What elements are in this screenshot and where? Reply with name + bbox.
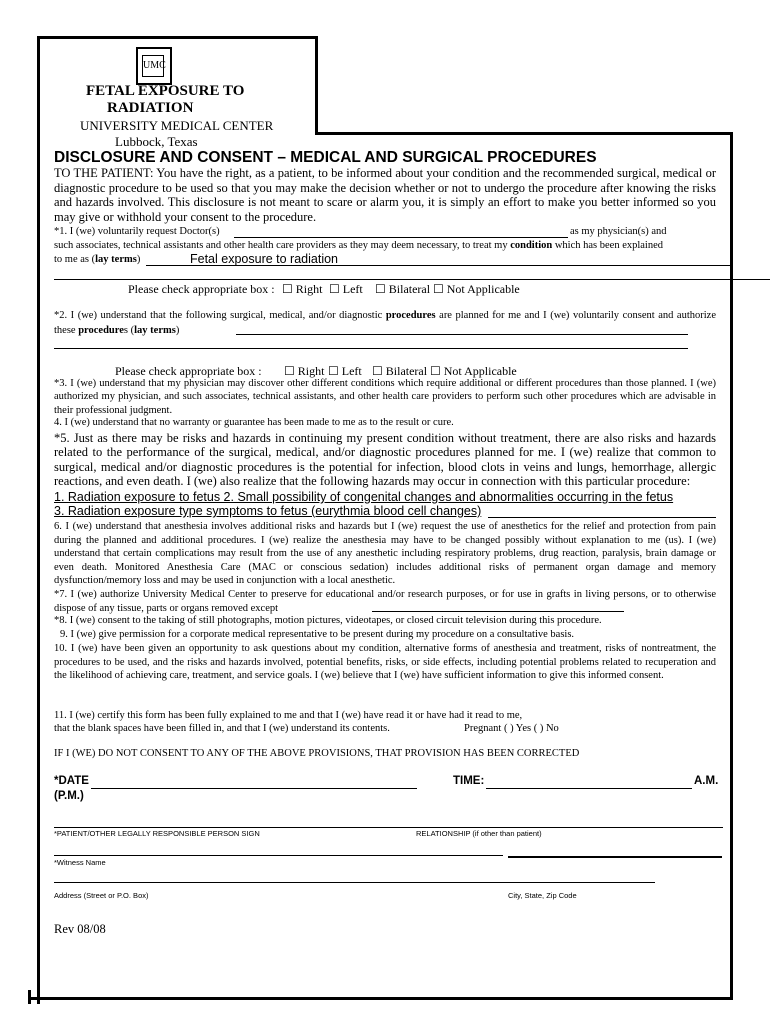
tissue-exception-field[interactable] bbox=[372, 611, 624, 612]
hazards-line-2[interactable]: 3. Radiation exposure type symptoms to fetus (eurythmia blood cell changes) bbox=[54, 504, 482, 518]
item2-lay-terms-bold: lay terms bbox=[134, 324, 176, 336]
item7-paragraph: *7. I (we) authorize University Medical Center to preserve for educational and/or research purposes, or for use in grafts in living persons, or to otherwise dispose of any tissue, parts or organs removed except bbox=[54, 589, 716, 614]
relationship-field[interactable] bbox=[508, 856, 722, 858]
date-field[interactable] bbox=[91, 788, 417, 789]
form-title: DISCLOSURE AND CONSENT – MEDICAL AND SURGICAL PROCEDURES bbox=[54, 149, 597, 166]
institution-name: UNIVERSITY MEDICAL CENTER bbox=[80, 118, 274, 133]
checkbox-not-applicable-1[interactable]: ☐ Not Applicable bbox=[433, 282, 520, 296]
doc-title-line2: RADIATION bbox=[107, 100, 194, 116]
frame-border-step-horizontal bbox=[315, 132, 733, 135]
procedure-field-line[interactable] bbox=[236, 334, 688, 335]
item2-text-b: are planned for me and I (we) voluntarily consent and authorize these bbox=[54, 310, 716, 336]
checkbox-bilateral-label: Bilateral bbox=[388, 282, 431, 296]
checkbox-right-1[interactable]: ☐ Right bbox=[282, 282, 323, 296]
item2-text-a: *2. I (we) understand that the following surgical, medical, and/or diagnostic bbox=[54, 310, 386, 321]
item2-procedures-bold: procedures bbox=[385, 310, 436, 321]
doc-title-line1: FETAL EXPOSURE TO bbox=[86, 83, 245, 99]
patient-sign-label: *PATIENT/OTHER LEGALLY RESPONSIBLE PERSON SIGN bbox=[54, 829, 260, 838]
item5-paragraph: *5. Just as there may be risks and hazards in continuing my present condition without treatment, there are also risks and hazards related to the performance of the surgical, medical, and/or diagnostic procedures planned for me. I (we) realize that common to surgical, medical and/or diagnostic procedures is the potential for infection, blood clots in veins and lungs, hemorrhage, allergic reactions, and even death. I (we) also realize that the following hazards may occur in connection with this particular procedure: bbox=[54, 431, 716, 489]
item1-line3 bbox=[54, 254, 140, 265]
item1-line2-text-b: which has been explained bbox=[552, 240, 664, 251]
checkbox-bilateral-label-2: Bilateral bbox=[385, 364, 428, 378]
witness-name-line[interactable] bbox=[54, 855, 503, 856]
procedure-continuation-line[interactable] bbox=[54, 348, 688, 349]
nonconsent-statement: IF I (WE) DO NOT CONSENT TO ANY OF THE ABOVE PROVISIONS, THAT PROVISION HAS BEEN CORRECTED bbox=[54, 748, 580, 759]
item11-line1: 11. I (we) certify this form has been fully explained to me and that I (we) have read it or have had it read to me, bbox=[54, 710, 523, 721]
item3-paragraph: *3. I (we) understand that my physician may discover other different conditions which require additional or different procedures than those planned. I (we) authorized my physician, and such associates, technical assistants, and other health care providers to perform such other procedures which are advisable in their professional judgment. bbox=[54, 378, 716, 416]
item1-line2 bbox=[54, 240, 663, 251]
checkbox-prompt-2: Please check appropriate box : bbox=[115, 364, 262, 378]
item9-text: 9. I (we) give permission for a corporate medical representative to be present during my procedure on a consultative basis. bbox=[60, 629, 575, 640]
item1-lay-prefix: to me as ( bbox=[54, 254, 96, 265]
checkbox-na-label: Not Applicable bbox=[446, 282, 520, 296]
item1-lay-terms-bold: lay terms bbox=[95, 254, 137, 265]
frame-border-top bbox=[37, 36, 317, 39]
institution-location: Lubbock, Texas bbox=[115, 134, 198, 149]
time-label: TIME: bbox=[453, 775, 485, 787]
condition-filled-value[interactable]: Fetal exposure to radiation bbox=[190, 252, 339, 266]
address-line[interactable] bbox=[54, 882, 655, 883]
frame-border-left bbox=[37, 36, 40, 1004]
item1-lay-suffix: ) bbox=[136, 254, 141, 265]
item8-text: *8. I (we) consent to the taking of still photographs, motion pictures, videotapes, or closed circuit television during this procedure. bbox=[54, 615, 602, 626]
checkbox-left-2[interactable]: ☐ Left bbox=[328, 364, 362, 378]
logo-monogram: UMC bbox=[142, 55, 164, 77]
hazards-continuation-line[interactable] bbox=[488, 517, 716, 518]
pm-label: (P.M.) bbox=[54, 790, 84, 802]
item1-request-label: *1. I (we) voluntarily request Doctor(s) bbox=[54, 226, 220, 237]
hazards-line-1[interactable]: 1. Radiation exposure to fetus 2. Small possibility of congenital changes and abnormalities occurring in the fetus bbox=[54, 490, 674, 504]
checkbox-na-label-2: Not Applicable bbox=[443, 364, 517, 378]
date-label: *DATE bbox=[54, 775, 89, 787]
doctor-name-field[interactable] bbox=[234, 237, 568, 238]
patient-signature-line[interactable] bbox=[54, 827, 723, 828]
condition-continuation-line[interactable] bbox=[54, 279, 770, 280]
checkbox-right-label: Right bbox=[295, 282, 323, 296]
item4-text: 4. I (we) understand that no warranty or guarantee has been made to me as to the result or cure. bbox=[54, 417, 454, 428]
witness-label: *Witness Name bbox=[54, 858, 106, 867]
city-state-zip-label: City, State, Zip Code bbox=[508, 891, 577, 900]
am-label: A.M. bbox=[694, 775, 719, 787]
item2-text-c: s ( bbox=[123, 324, 135, 336]
item10-paragraph: 10. I (we) have been given an opportunity to ask questions about my condition, alternative forms of anesthesia and treatment, risks of nontreatment, the procedures to be used, and the risks and hazards involved, potential benefits, risks, or side effects, including potential problems related to recuperation and the likelihood of achieving care, treatment, and service goals. I (we) believe that I (we) have sufficient information to give this informed consent. bbox=[54, 643, 716, 682]
umc-logo bbox=[136, 47, 172, 85]
time-field[interactable] bbox=[486, 788, 692, 789]
frame-border-step bbox=[315, 36, 318, 135]
checkbox-prompt-1: Please check appropriate box : bbox=[128, 282, 275, 296]
address-label: Address (Street or P.O. Box) bbox=[54, 891, 149, 900]
checkbox-right-label-2: Right bbox=[297, 364, 325, 378]
item2-procedure-bold: procedure bbox=[78, 324, 124, 336]
checkbox-not-applicable-2[interactable]: ☐ Not Applicable bbox=[430, 364, 517, 378]
item11-line2: that the blank spaces have been filled in, and that I (we) understand its contents. bbox=[54, 723, 390, 734]
checkbox-left-label: Left bbox=[342, 282, 363, 296]
checkbox-left-label-2: Left bbox=[341, 364, 362, 378]
checkbox-left-1[interactable]: ☐ Left bbox=[329, 282, 363, 296]
pregnant-question[interactable]: Pregnant ( ) Yes ( ) No bbox=[464, 723, 559, 734]
item1-line2-text-a: such associates, technical assistants and other health care providers as they may deem necessary, to treat my bbox=[54, 240, 511, 251]
frame-border-right bbox=[730, 132, 733, 1000]
item2-text-d: ) bbox=[175, 324, 180, 336]
item6-paragraph: 6. I (we) understand that anesthesia involves additional risks and hazards but I (we) request the use of anesthetics for the relief and protection from pain during the planned and additional procedures. I (we) realize the anesthesia may have to be changed possibly without explanation to me (us). I (we) understand that certain complications may result from the use of any anesthetic including respiratory problems, drug reaction, paralysis, brain damage or even death. Monitored Anesthesia Care (MAC or conscious sedation) includes additional risks of permanent organ damage and memory dysfunction/memory loss and may be used in conjunction with a local anesthetic. bbox=[54, 521, 716, 587]
item1-condition-bold: condition bbox=[510, 240, 553, 251]
checkbox-bilateral-1[interactable]: ☐ Bilateral bbox=[375, 282, 431, 296]
revision-date: Rev 08/08 bbox=[54, 922, 106, 936]
relationship-label: RELATIONSHIP (if other than patient) bbox=[416, 829, 542, 838]
intro-paragraph: TO THE PATIENT: You have the right, as a patient, to be informed about your condition and the recommended surgical, medical or diagnostic procedure to be used so that you may make the decision whether or not to undergo the procedure after knowing the risks and hazards involved. This disclosure is not meant to scare or alarm you, it is simply an effort to make you better informed so you may give or withhold your consent to the procedure. bbox=[54, 166, 716, 224]
checkbox-bilateral-2[interactable]: ☐ Bilateral bbox=[372, 364, 428, 378]
frame-corner-mark bbox=[28, 990, 31, 1004]
frame-border-bottom bbox=[28, 997, 732, 1000]
checkbox-right-2[interactable]: ☐ Right bbox=[284, 364, 325, 378]
item1-physician-suffix: as my physician(s) and bbox=[570, 226, 667, 237]
